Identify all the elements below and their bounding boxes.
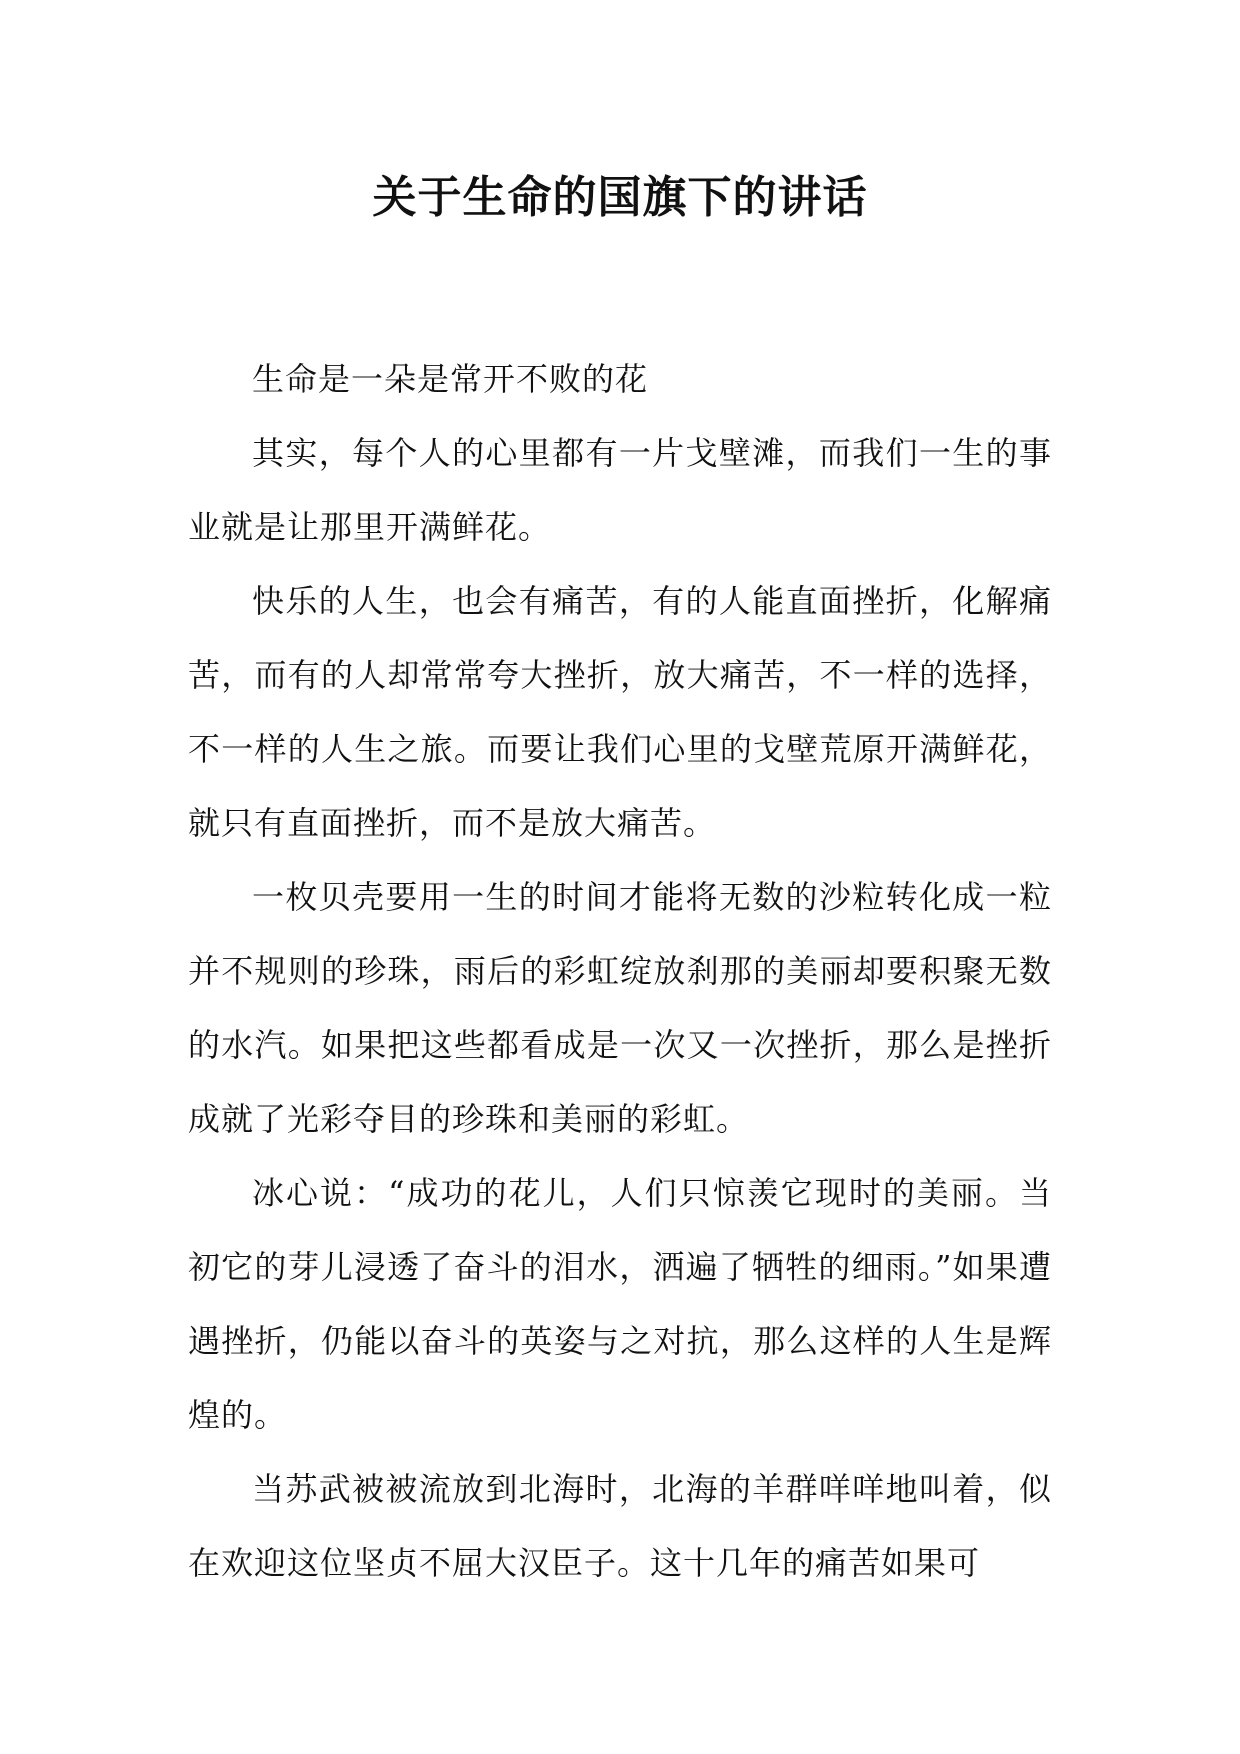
paragraph: 其实，每个人的心里都有一片戈壁滩，而我们一生的事业就是让那里开满鲜花。 xyxy=(188,434,1052,546)
document-title: 关于生命的国旗下的讲话 xyxy=(372,172,868,223)
paragraph: 冰心说：“成功的花儿，人们只惊羡它现时的美丽。当初它的芽儿浸透了奋斗的泪水，洒遍了牺牲的细雨。”如果遭遇挫折，仍能以奋斗的英姿与之对抗，那么这样的人生是辉煌的。 xyxy=(188,1174,1052,1434)
document-body xyxy=(188,342,1052,1600)
paragraph: 当苏武被被流放到北海时，北海的羊群咩咩地叫着，似在欢迎这位坚贞不屈大汉臣子。这十几年的痛苦如果可 xyxy=(188,1470,1052,1582)
paragraph: 快乐的人生，也会有痛苦，有的人能直面挫折，化解痛苦，而有的人却常常夸大挫折，放大痛苦，不一样的选择，不一样的人生之旅。而要让我们心里的戈壁荒原开满鲜花，就只有直面挫折，而不是放大痛苦。 xyxy=(188,582,1052,842)
paragraph: 生命是一朵是常开不败的花 xyxy=(252,360,649,398)
paragraph: 一枚贝壳要用一生的时间才能将无数的沙粒转化成一粒并不规则的珍珠，雨后的彩虹绽放刹那的美丽却要积聚无数的水汽。如果把这些都看成是一次又一次挫折，那么是挫折成就了光彩夺目的珍珠和美丽的彩虹。 xyxy=(188,878,1052,1138)
